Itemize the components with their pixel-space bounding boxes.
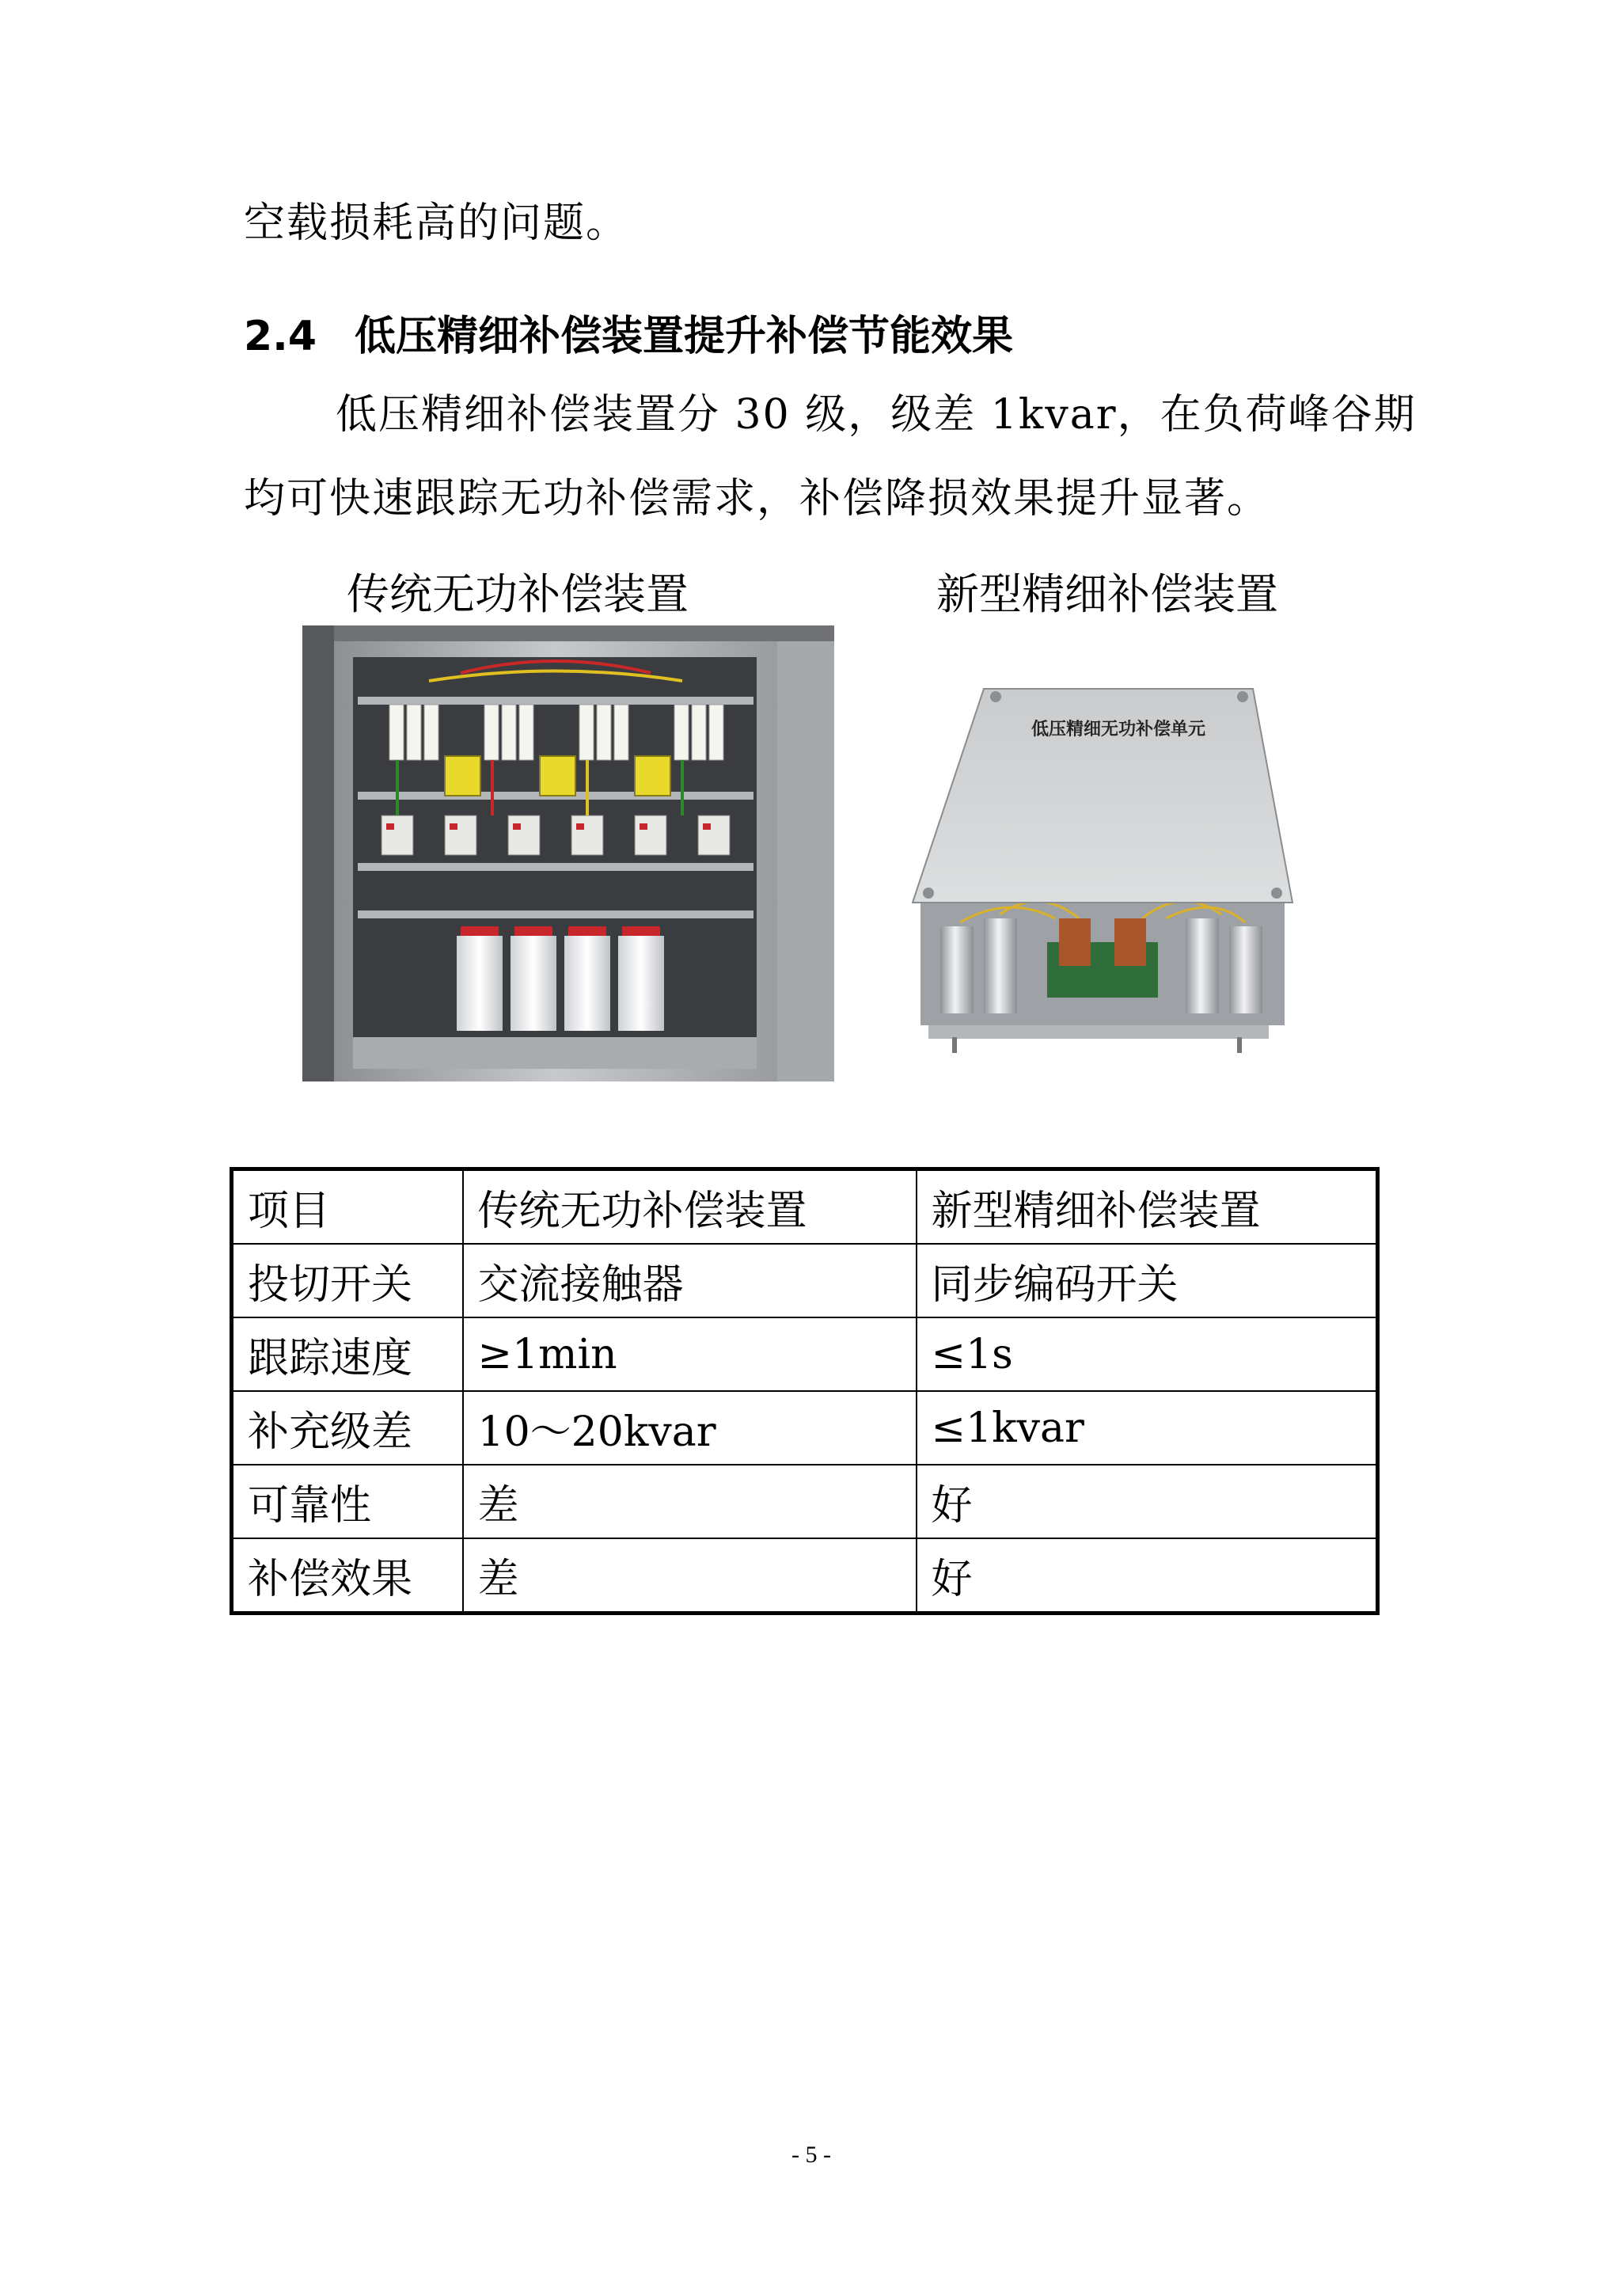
table-cell: 好 xyxy=(917,1538,1378,1614)
figure-caption-traditional: 传统无功补偿装置 xyxy=(347,569,689,619)
table-cell: 差 xyxy=(463,1465,917,1538)
paragraph-line-1: 低压精细补偿装置分 30 级，级差 1kvar，在负荷峰谷期 xyxy=(336,391,1417,439)
figure-caption-new: 新型精细补偿装置 xyxy=(936,569,1278,619)
table-cell: 投切开关 xyxy=(232,1244,463,1317)
table-cell: 跟踪速度 xyxy=(232,1317,463,1391)
section-number: 2.4 xyxy=(244,313,317,360)
table-header-cell: 项目 xyxy=(232,1169,463,1245)
table-cell: 交流接触器 xyxy=(463,1244,917,1317)
paragraph-line-2: 均可快速跟踪无功补偿需求，补偿降损效果提升显著。 xyxy=(244,475,1270,523)
table-cell: ≤1kvar xyxy=(917,1391,1378,1465)
table-row xyxy=(232,1317,1378,1391)
table-header-cell: 传统无功补偿装置 xyxy=(463,1169,917,1245)
table-row xyxy=(232,1391,1378,1465)
table-cell: ≤1s xyxy=(917,1317,1378,1391)
table-cell: 好 xyxy=(917,1465,1378,1538)
section-heading xyxy=(244,302,1013,362)
traditional-compensation-cabinet-photo xyxy=(302,625,834,1081)
page-number: - 5 - xyxy=(791,2142,831,2168)
table-header-row xyxy=(232,1169,1378,1245)
table-cell: 10～20kvar xyxy=(463,1391,917,1465)
table-row xyxy=(232,1538,1378,1614)
table-cell: ≥1min xyxy=(463,1317,917,1391)
section-title: 低压精细补偿装置提升补偿节能效果 xyxy=(355,313,1014,360)
table-cell: 补充级差 xyxy=(232,1391,463,1465)
table-cell: 可靠性 xyxy=(232,1465,463,1538)
paragraph-continuation: 空载损耗高的问题。 xyxy=(244,200,629,247)
table-row xyxy=(232,1244,1378,1317)
comparison-table xyxy=(230,1167,1380,1615)
table-header-cell: 新型精细补偿装置 xyxy=(917,1169,1378,1245)
table-cell: 同步编码开关 xyxy=(917,1244,1378,1317)
table-cell: 补偿效果 xyxy=(232,1538,463,1614)
table-cell: 差 xyxy=(463,1538,917,1614)
table-row xyxy=(232,1465,1378,1538)
refined-compensation-unit-photo xyxy=(897,681,1324,1077)
unit-panel-label: 低压精细无功补偿单元 xyxy=(1031,720,1206,739)
